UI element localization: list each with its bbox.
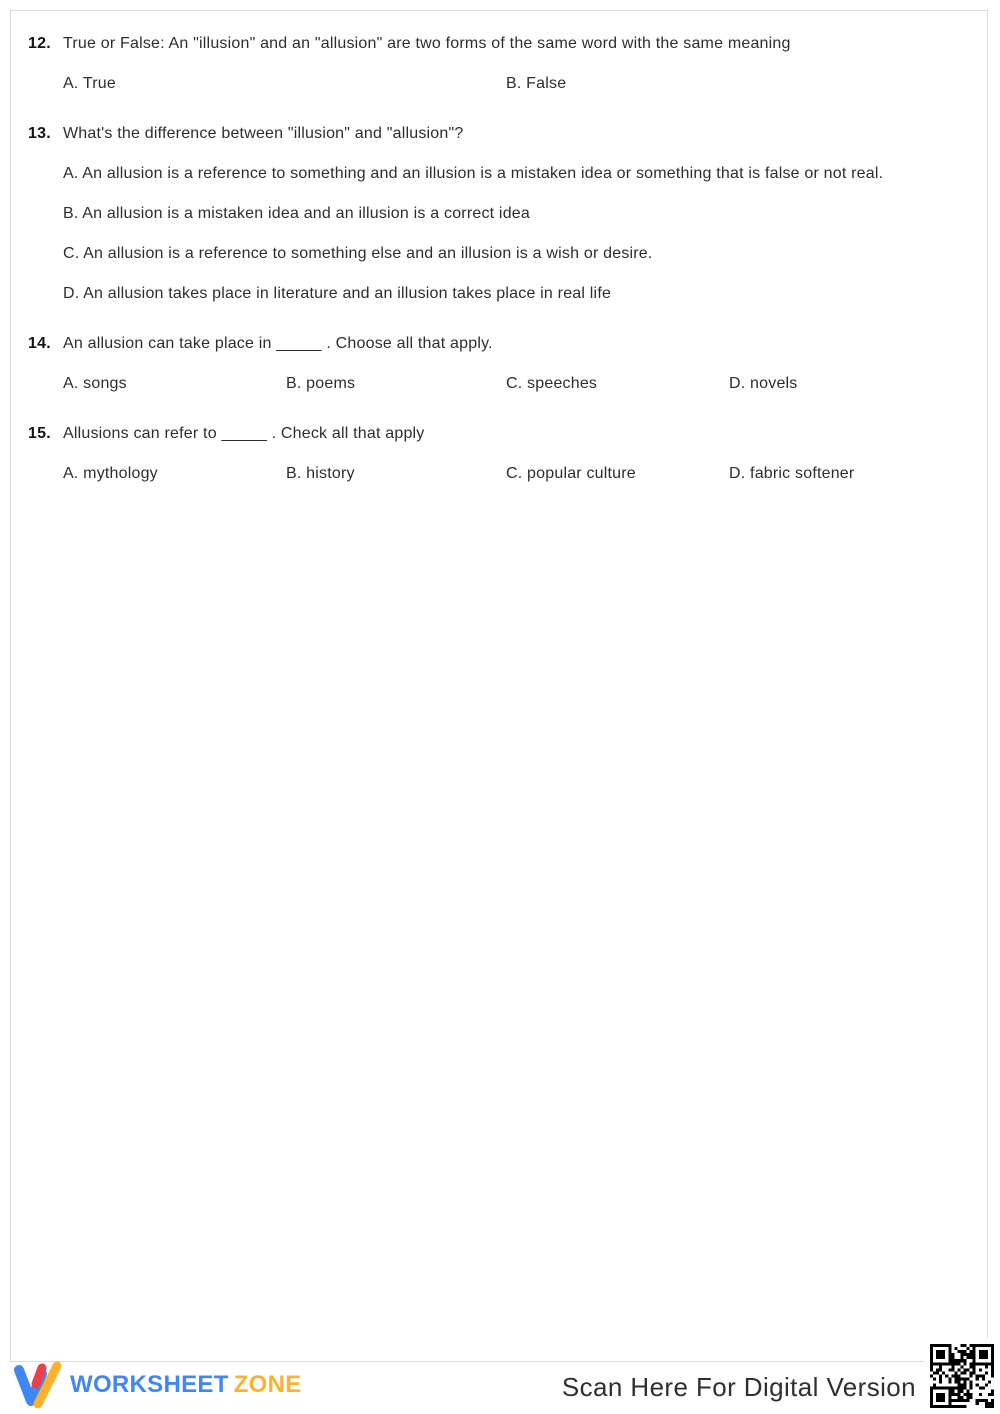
question-14 xyxy=(28,331,965,411)
question-15-options xyxy=(63,461,965,486)
worksheetzone-logo xyxy=(12,1361,302,1409)
option-b: B. history xyxy=(286,465,355,482)
question-number: 13. xyxy=(28,125,51,142)
option-d: D. novels xyxy=(729,375,798,392)
worksheetzone-w-icon xyxy=(12,1361,64,1409)
question-number: 15. xyxy=(28,425,51,442)
option-b: B. False xyxy=(506,75,567,92)
question-text: An allusion can take place in _____ . Choose all that apply. xyxy=(63,335,493,352)
question-15 xyxy=(28,421,965,501)
brand-word-zone: ZONE xyxy=(233,1371,302,1398)
question-text: What's the difference between "illusion" and "allusion"? xyxy=(63,125,464,142)
option-b: B. poems xyxy=(286,375,356,392)
worksheet-content-box xyxy=(10,10,988,1362)
question-number: 14. xyxy=(28,335,51,352)
option-c: C. popular culture xyxy=(506,465,636,482)
question-number: 12. xyxy=(28,35,51,52)
scan-here-label: Scan Here For Digital Version xyxy=(561,1372,916,1402)
option-a: A. An allusion is a reference to something and an illusion is a mistaken idea or something that is false or not real. xyxy=(63,165,884,182)
option-d: D. fabric softener xyxy=(729,465,855,482)
option-a: A. True xyxy=(63,75,116,92)
worksheetzone-wordmark xyxy=(70,1371,302,1399)
option-a: A. mythology xyxy=(63,465,158,482)
question-text: Allusions can refer to _____ . Check all that apply xyxy=(63,425,425,442)
question-14-options xyxy=(63,371,965,396)
question-13-options xyxy=(63,161,965,306)
qr-code xyxy=(924,1338,1000,1414)
option-d: D. An allusion takes place in literature and an illusion takes place in real life xyxy=(63,285,612,302)
option-c: C. An allusion is a reference to something else and an illusion is a wish or desire. xyxy=(63,245,653,262)
question-12 xyxy=(28,31,965,111)
option-a: A. songs xyxy=(63,375,127,392)
question-text: True or False: An "illusion" and an "allusion" are two forms of the same word with the same meaning xyxy=(63,35,791,52)
brand-word-worksheet: WORKSHEET xyxy=(70,1371,229,1398)
option-c: C. speeches xyxy=(506,375,598,392)
question-13 xyxy=(28,121,965,321)
option-b: B. An allusion is a mistaken idea and an illusion is a correct idea xyxy=(63,205,530,222)
question-12-options xyxy=(63,71,965,96)
